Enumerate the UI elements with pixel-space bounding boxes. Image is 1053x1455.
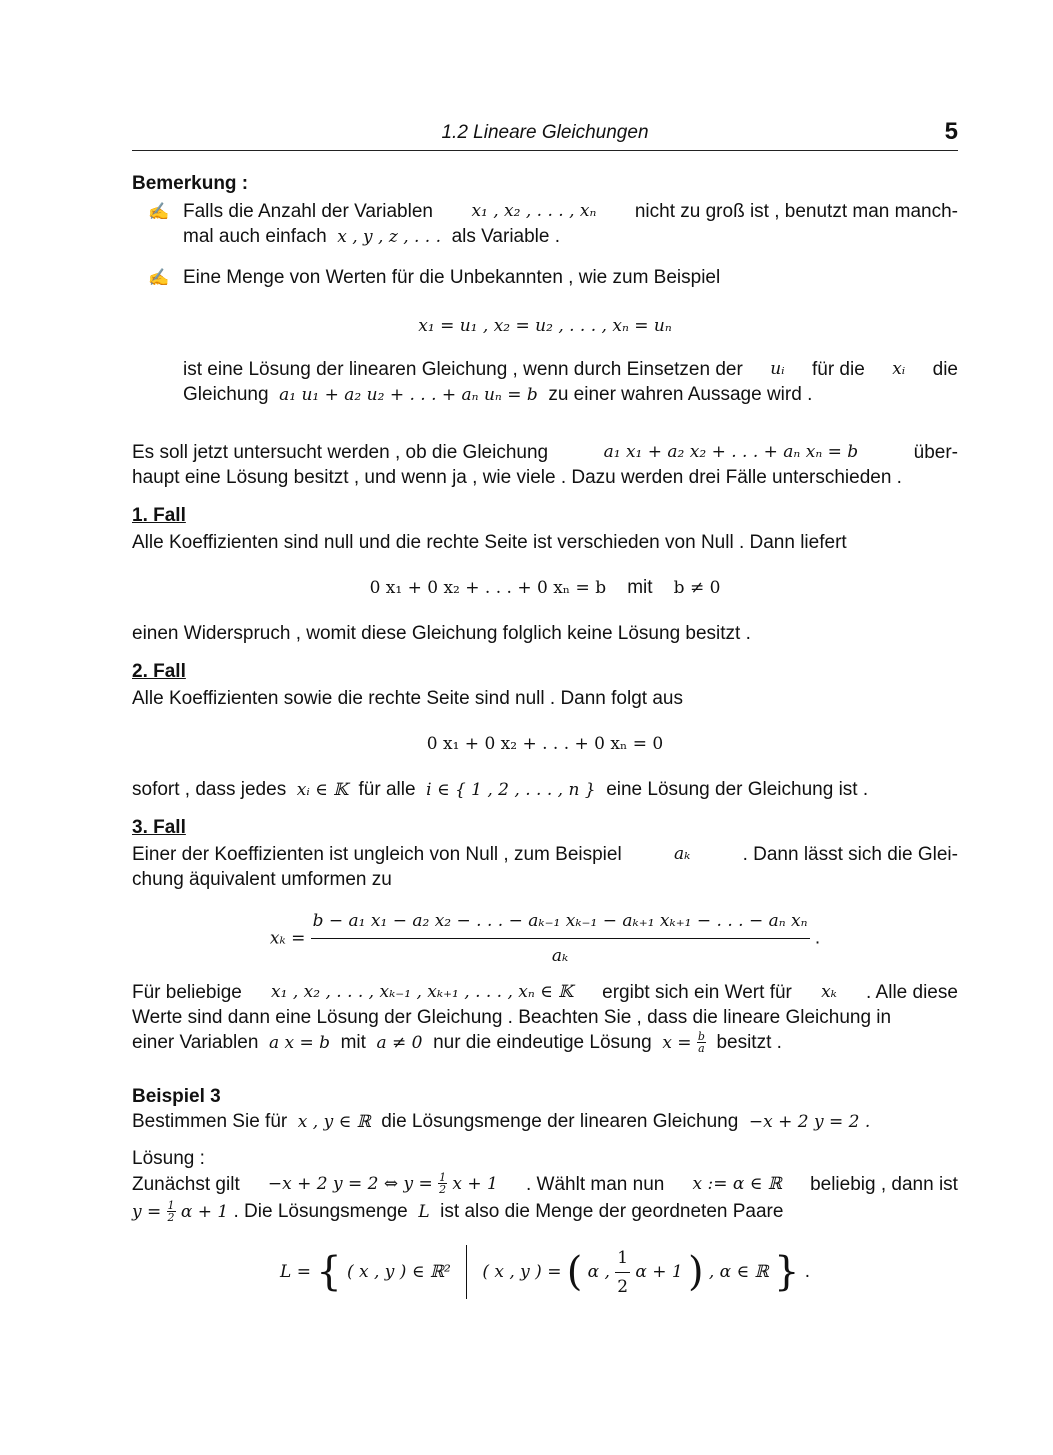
writing-hand-icon: ✍ bbox=[148, 202, 170, 221]
case-3-after: Für beliebige x₁ , x₂ , . . . , xₖ₋₁ , xₖ₊₁ , . . . , xₙ ∈ 𝕂 ergibt sich ein Wert für xₖ . Alle diese Werte sind dann eine Lösung der Gleichung . Beachten Sie , dass die lineare Gleichung in einer Variablen a x = b mit a ≠ 0 nur die eindeutige Lösung x = $\frac{b}{a}$ besitzt . bbox=[132, 982, 958, 1056]
case-3-display: xₖ = b − a₁ x₁ − a₂ x₂ − . . . − aₖ₋₁ xₖ₋₁ − aₖ₊₁ xₖ₊₁ − . . . − aₙ xₙ aₖ . bbox=[132, 908, 958, 969]
remark-item-2-text: Eine Menge von Werten für die Unbekannten , wie zum Beispiel bbox=[183, 267, 721, 288]
case-2-after: sofort , dass jedes xᵢ ∈ 𝕂 für alle i ∈ { 1 , 2 , . . . , n } eine Lösung der Gleichung ist . bbox=[132, 779, 869, 800]
case-1-display: 0 x₁ + 0 x₂ + . . . + 0 xₙ = b mit b ≠ 0 bbox=[369, 577, 721, 598]
set-builder-bar bbox=[466, 1245, 467, 1299]
running-header bbox=[132, 118, 958, 151]
case-3-text: Einer der Koeffizienten ist ungleich von Null , zum Beispiel aₖ . Dann lässt sich die Glei- chung äquivalent umformen zu bbox=[132, 844, 958, 890]
display-equation: x₁ = u₁ , x₂ = u₂ , . . . , xₙ = uₙ bbox=[418, 316, 672, 336]
intro-paragraph: Es soll jetzt untersucht werden , ob die Gleichung a₁ x₁ + a₂ x₂ + . . . + aₙ xₙ = b über- haupt eine Lösung besitzt , und wenn ja , wie viele . Dazu werden drei Fälle unterschieden . bbox=[132, 442, 958, 488]
solution-set-display: L = { ( x , y ) ∈ ℝ² ( x , y ) = ( α , $\frac{1}{2}$ α + 1 ) , α ∈ ℝ } . bbox=[132, 1245, 958, 1299]
solution-text: Zunächst gilt −x + 2 y = 2 ⇔ y = $\frac{1}{2}$ x + 1 . Wählt man nun x := α ∈ ℝ beliebig , dann ist y = $\frac{1}{2}$ α + 1 . Die Lösungsmenge L ist also die Menge der geordneten Paare bbox=[132, 1171, 958, 1225]
case-2-display: 0 x₁ + 0 x₂ + . . . + 0 xₙ = 0 bbox=[426, 734, 664, 754]
example-heading: Beispiel 3 bbox=[132, 1086, 221, 1107]
inline-fraction: $\frac{1}{2}$ bbox=[439, 1171, 447, 1197]
remark-item-2-after: ist eine Lösung der linearen Gleichung , wenn durch Einsetzen der uᵢ für die xᵢ die Gleichung a₁ u₁ + a₂ u₂ + . . . + aₙ uₙ = b zu einer wahren Aussage wird . bbox=[183, 359, 958, 405]
remark-heading: Bemerkung : bbox=[132, 173, 249, 194]
remark-item-1: Falls die Anzahl der Variablen x₁ , x₂ , . . . , xₙ nicht zu groß ist , benutzt man manch- mal auch einfach x , y , z , . . . als Variable . bbox=[183, 201, 958, 247]
case-3-heading: 3. Fall bbox=[132, 817, 186, 838]
inline-fraction: $\frac{1}{2}$ bbox=[167, 1199, 175, 1225]
solution-label: Lösung : bbox=[132, 1148, 205, 1169]
fraction: b − a₁ x₁ − a₂ x₂ − . . . − aₖ₋₁ xₖ₋₁ − aₖ₊₁ xₖ₊₁ − . . . − aₙ xₙ aₖ bbox=[311, 908, 810, 969]
fraction: $\frac{1}{2}$ bbox=[617, 1247, 629, 1297]
case-1-heading: 1. Fall bbox=[132, 505, 186, 526]
page-number: 5 bbox=[944, 118, 958, 145]
case-1-text: Alle Koeffizienten sind null und die rechte Seite ist verschieden von Null . Dann liefert bbox=[132, 532, 847, 553]
section-title: 1.2 Lineare Gleichungen bbox=[441, 122, 649, 143]
example-task: Bestimmen Sie für x , y ∈ ℝ die Lösungsmenge der linearen Gleichung −x + 2 y = 2 . bbox=[132, 1111, 871, 1132]
inline-fraction: $\frac{b}{a}$ bbox=[697, 1030, 705, 1056]
writing-hand-icon: ✍ bbox=[148, 268, 170, 287]
case-2-heading: 2. Fall bbox=[132, 661, 186, 682]
case-2-text: Alle Koeffizienten sowie die rechte Seite sind null . Dann folgt aus bbox=[132, 688, 683, 709]
case-1-after: einen Widerspruch , womit diese Gleichung folglich keine Lösung besitzt . bbox=[132, 623, 751, 644]
